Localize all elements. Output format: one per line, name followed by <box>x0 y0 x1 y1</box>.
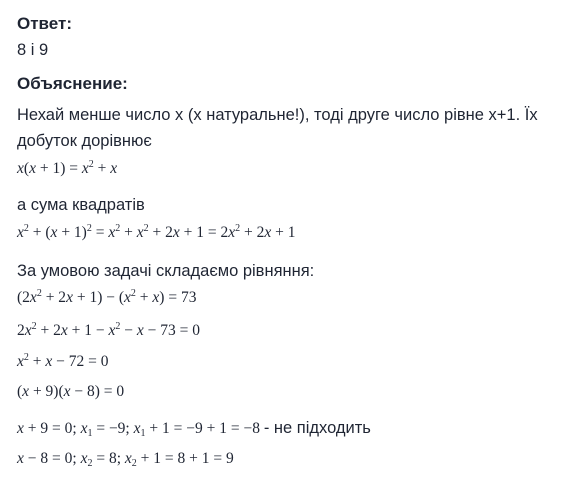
explanation-heading: Объяснение: <box>17 74 128 93</box>
answer-heading: Ответ: <box>17 14 72 33</box>
equation-step-2: $2x^2 + 2x + 1 - x^2 - x - 73 = 0$ <box>17 321 201 339</box>
equation-factored: (x + 9)(x − 8) = 0 <box>17 383 125 400</box>
intro-line-1: Нехай менше число x (x натуральне!), тоді друге число рівне x+1. Їх <box>17 106 538 124</box>
sum-of-squares-formula: $x^2 + (x + 1)^2 = x^2 + x^2 + 2x + 1 = 2x^2 + 2x + 1$ <box>17 223 296 241</box>
equation-step-1: $(2x^2 + 2x + 1) - (x^2 + x) = 73$ <box>17 288 197 306</box>
product-formula: $x(x + 1) = x^2 + x$ <box>17 159 118 177</box>
answer-value: 8 і 9 <box>17 41 49 59</box>
equation-label: За умовою задачі складаємо рівняння: <box>17 262 315 280</box>
equation-step-3: $x^2 + x - 72 = 0$ <box>17 352 109 370</box>
not-fit-note: - не підходить <box>263 419 371 437</box>
root-2-line: x − 8 = 0; $x_2 = 8$; $x_2 + 1 = 8 + 1 = 9$ <box>17 450 234 469</box>
intro-line-2: добуток дорівнює <box>17 132 152 150</box>
root-1-line: x + 9 = 0; $x_1 = -9$; $x_1 + 1 = -9 + 1 = -8$ - не підходить <box>17 419 371 439</box>
sum-label: а сума квадратів <box>17 196 145 214</box>
